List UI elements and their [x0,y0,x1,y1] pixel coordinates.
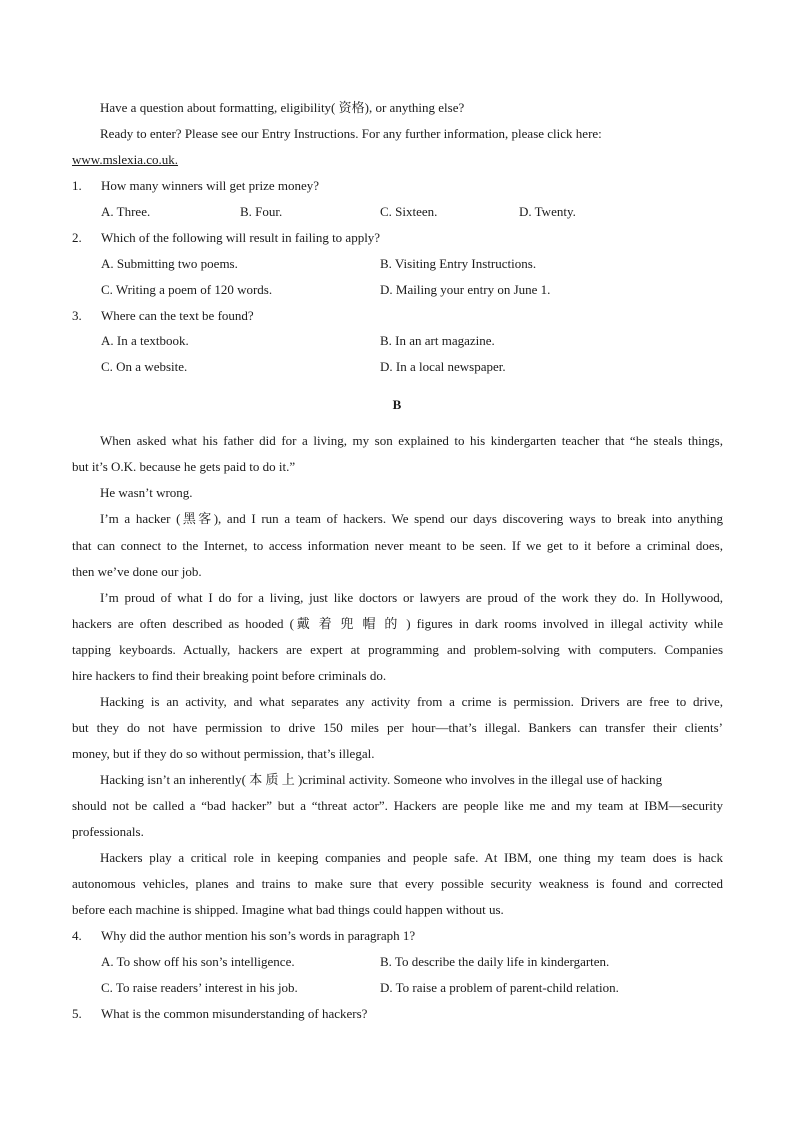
option-b: B. To describe the daily life in kindergarten. [380,954,610,969]
question-number: 2. [72,230,82,245]
section-heading: B [392,397,402,412]
intro-line-1: Have a question about formatting, eligibility( 资格), or anything else? [100,100,465,115]
paragraph-line: I’m a hacker (黑客), and I run a team of hackers. We spend our days discovering ways to break into anything [100,511,723,526]
question-stem: Where can the text be found? [101,308,254,323]
option-c: C. To raise readers’ interest in his job. [101,980,298,995]
paragraph-line: autonomous vehicles, planes and trains to make sure that every possible security weakness is found and corrected [72,876,723,891]
option-a: A. Three. [101,204,151,219]
option-b: B. In an art magazine. [380,333,495,348]
option-b: B. Four. [240,204,283,219]
question-number: 5. [72,1006,82,1021]
question-number: 4. [72,928,82,943]
option-d: D. In a local newspaper. [380,359,506,374]
option-a: A. In a textbook. [101,333,189,348]
option-d: D. Twenty. [519,204,576,219]
question-stem: Why did the author mention his son’s words in paragraph 1? [101,928,416,943]
paragraph-line: hackers are often described as hooded (戴 着 兜 帽 的 ) figures in dark rooms involved in illegal activity while [72,616,723,631]
paragraph-line: before each machine is shipped. Imagine what bad things could happen without us. [72,902,504,917]
intro-line-2: Ready to enter? Please see our Entry Instructions. For any further information, please click here: [100,126,602,141]
question-stem: How many winners will get prize money? [101,178,320,193]
paragraph-line: Hacking is an activity, and what separates any activity from a crime is permission. Drivers are free to drive, [100,694,723,709]
option-c: C. On a website. [101,359,188,374]
option-a: A. Submitting two poems. [101,256,238,271]
option-d: D. Mailing your entry on June 1. [380,282,551,297]
paragraph-line: Hackers play a critical role in keeping companies and people safe. At IBM, one thing my team does is hack [100,850,723,865]
option-a: A. To show off his son’s intelligence. [101,954,295,969]
paragraph-line: He wasn’t wrong. [100,485,193,500]
paragraph-line: tapping keyboards. Actually, hackers are expert at programming and problem-solving with computers. Companies [72,642,723,657]
paragraph-line: hire hackers to find their breaking point before criminals do. [72,668,387,683]
website-link[interactable]: www.mslexia.co.uk. [72,152,179,167]
paragraph-line: but they do not have permission to drive 150 miles per hour—that’s illegal. Bankers can transfer their clients’ [72,720,723,735]
paragraph-line: professionals. [72,824,144,839]
option-c: C. Sixteen. [380,204,438,219]
option-d: D. To raise a problem of parent-child relation. [380,980,619,995]
question-number: 1. [72,178,82,193]
option-b: B. Visiting Entry Instructions. [380,256,537,271]
paragraph-line: Hacking isn’t an inherently( 本 质 上 )criminal activity. Someone who involves in the illegal use of hacking [100,772,663,787]
question-number: 3. [72,308,82,323]
question-stem: What is the common misunderstanding of hackers? [101,1006,368,1021]
paragraph-line: then we’ve done our job. [72,564,202,579]
paragraph-line: should not be called a “bad hacker” but a “threat actor”. Hackers are people like me and my team at IBM—security [72,798,723,813]
paragraph-line: but it’s O.K. because he gets paid to do it.” [72,459,296,474]
paragraph-line: I’m proud of what I do for a living, just like doctors or lawyers are proud of the work they do. In Hollywood, [100,590,723,605]
paragraph-line: When asked what his father did for a living, my son explained to his kindergarten teacher that “he steals things, [100,433,723,448]
paragraph-line: that can connect to the Internet, to access information never meant to be seen. If we get to it before a criminal does, [72,538,723,553]
paragraph-line: money, but if they do so without permission, that’s illegal. [72,746,375,761]
option-c: C. Writing a poem of 120 words. [101,282,273,297]
question-stem: Which of the following will result in failing to apply? [101,230,381,245]
